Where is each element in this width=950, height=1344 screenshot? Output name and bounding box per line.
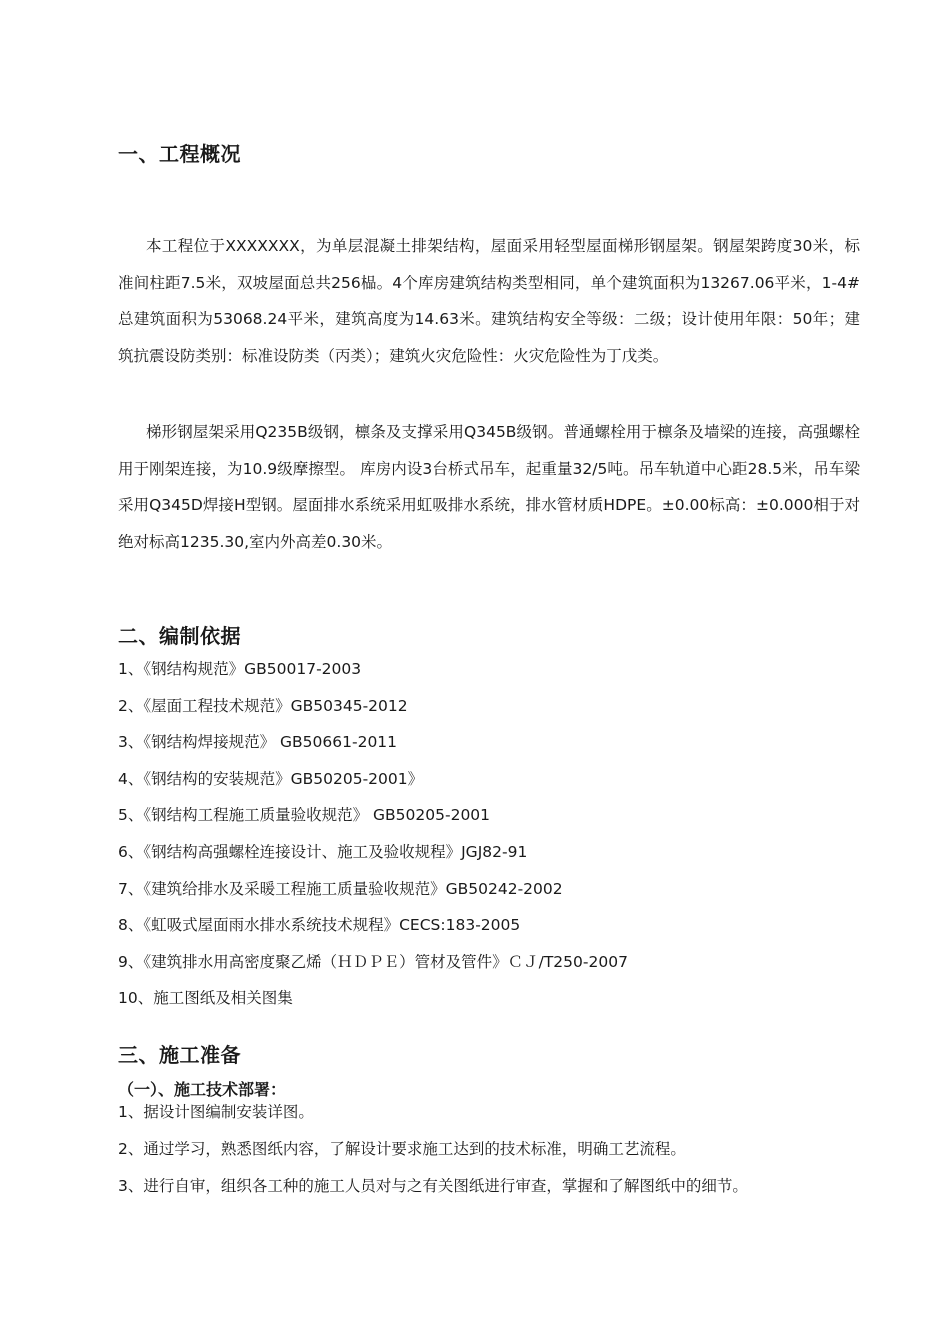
- overview-paragraph-2: 梯形钢屋架采用Q235B级钢，檩条及支撑采用Q345B级钢。普通螺栓用于檩条及墙梁的连接，高强螺栓用于刚架连接，为10.9级摩擦型。 库房内设3台桥式吊车，起重量32/5吨。吊车轨道中心距28.5米，吊车梁采用Q345D焊接H型钢。屋面排水系统采用虹吸排水系统，排水管材质HDPE。±0.00标高：±0.000相于对绝对标高1235.30,室内外高差0.30米。: [118, 423, 860, 551]
- subheading-technical-deployment: （一）、施工技术部署：: [118, 1080, 287, 1099]
- list-item: 10、施工图纸及相关图集: [118, 989, 293, 1008]
- prep-line-1: 1、据设计图编制安装详图。: [118, 1103, 314, 1121]
- prep-line-2: 2、通过学习，熟悉图纸内容，了解设计要求施工达到的技术标准，明确工艺流程。: [118, 1140, 686, 1158]
- section-heading-basis: 二、编制依据: [118, 624, 241, 648]
- list-item: 3、《钢结构焊接规范》 GB50661-2011: [118, 733, 398, 752]
- list-item: 5、《钢结构工程施工质量验收规范》 GB50205-2001: [118, 806, 491, 825]
- basis-list: [118, 651, 860, 1017]
- section-heading-preparation: 三、施工准备: [118, 1043, 241, 1067]
- overview-paragraph-1: 本工程位于XXXXXXX，为单层混凝土排架结构，屋面采用轻型屋面梯形钢屋架。钢屋架跨度30米，标准间柱距7.5米，双坡屋面总共256榀。4个库房建筑结构类型相同，单个建筑面积为13267.06平米，1-4#总建筑面积为53068.24平米，建筑高度为14.63米。建筑结构安全等级：二级；设计使用年限：50年；建筑抗震设防类别：标准设防类（丙类）；建筑火灾危险性：火灾危险性为丁戊类。: [118, 237, 860, 365]
- list-item: 2、《屋面工程技术规范》GB50345-2012: [118, 696, 408, 715]
- section-heading-overview: 一、工程概况: [118, 142, 241, 166]
- list-item: 6、《钢结构高强螺栓连接设计、施工及验收规程》JGJ82-91: [118, 842, 528, 861]
- prep-line-3: 3、进行自审，组织各工种的施工人员对与之有关图纸进行审查，掌握和了解图纸中的细节。: [118, 1177, 748, 1195]
- list-item: 7、《建筑给排水及采暖工程施工质量验收规范》GB50242-2002: [118, 879, 563, 898]
- list-item: 9、《建筑排水用高密度聚乙烯（ＨＤＰＥ）管材及管件》ＣＪ/T250-2007: [118, 952, 628, 971]
- list-item: 4、《钢结构的安装规范》GB50205-2001》: [118, 769, 424, 788]
- list-item: 8、《虹吸式屋面雨水排水系统技术规程》CECS:183-2005: [118, 916, 521, 935]
- list-item: 1、《钢结构规范》GB50017-2003: [118, 660, 362, 678]
